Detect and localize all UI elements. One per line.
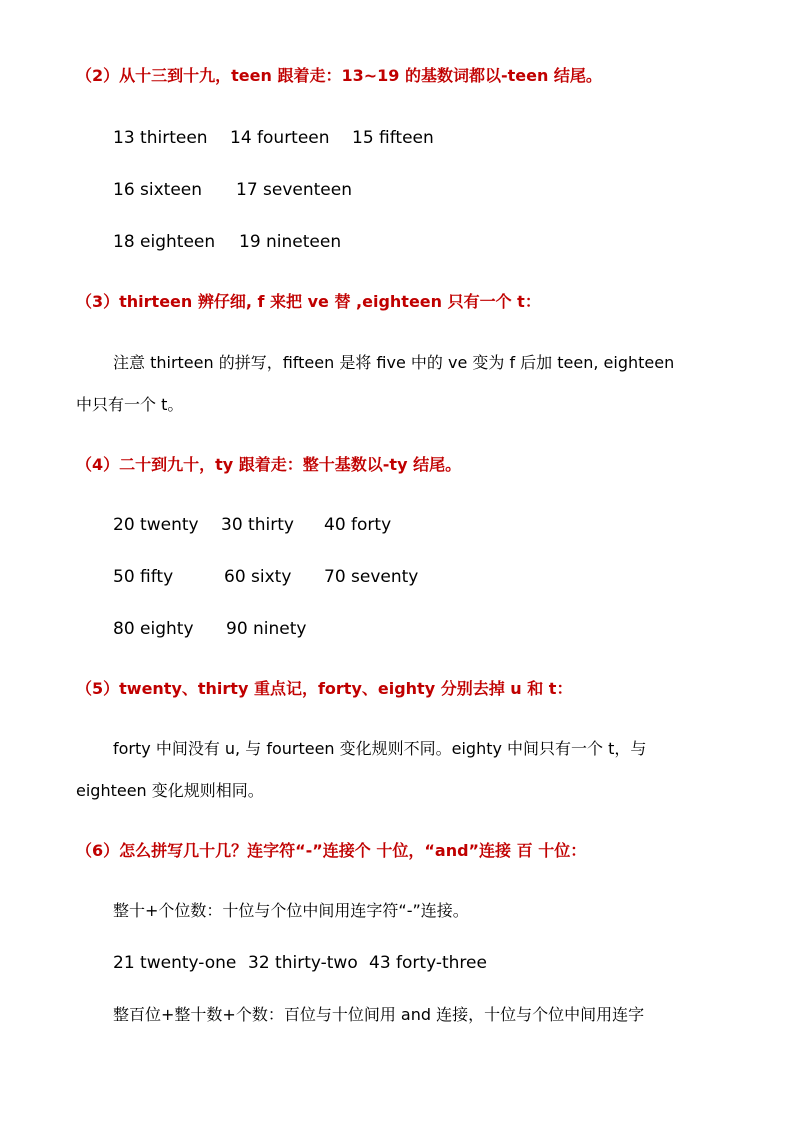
number-word: 43 forty-three [369, 953, 487, 973]
number-word: 80 eighty [113, 619, 194, 639]
rule-text: 整十+个位数：十位与个位中间用连字符“-”连接。 [113, 901, 469, 920]
number-word: 30 thirty [221, 515, 294, 535]
number-word: 50 fifty [113, 567, 174, 587]
number-word: 21 twenty-one [113, 953, 237, 973]
number-word: 70 seventy [324, 567, 419, 587]
paragraph-line: forty 中间没有 u, 与 fourteen 变化规则不同。eighty 中间只有一个 t，与 [113, 739, 647, 758]
section-5-heading: （5）twenty、thirty 重点记，forty、eighty 分别去掉 u 和 t： [76, 679, 573, 698]
paragraph-line: 中只有一个 t。 [76, 395, 184, 414]
number-word: 15 fifteen [352, 128, 434, 148]
number-word: 32 thirty-two [248, 953, 358, 973]
number-word: 13 thirteen [113, 128, 208, 148]
number-word: 17 seventeen [236, 180, 353, 200]
number-word: 60 sixty [224, 567, 292, 587]
section-4-heading: （4）二十到九十，ty 跟着走：整十基数以-ty 结尾。 [76, 455, 462, 474]
number-word: 18 eighteen [113, 232, 216, 252]
rule-text: 整百位+整十数+个数：百位与十位间用 and 连接，十位与个位中间用连字 [113, 1005, 645, 1024]
section-3-heading: （3）thirteen 辨仔细, f 来把 ve 替 ,eighteen 只有一个 t： [76, 292, 541, 311]
number-word: 16 sixteen [113, 180, 203, 200]
number-word: 20 twenty [113, 515, 199, 535]
section-6-heading: （6）怎么拼写几十几？连字符“-”连接个 十位，“and”连接 百 十位： [76, 841, 587, 860]
number-word: 14 fourteen [230, 128, 330, 148]
number-word: 19 nineteen [239, 232, 342, 252]
paragraph-line: eighteen 变化规则相同。 [76, 781, 264, 800]
section-2-heading: （2）从十三到十九，teen 跟着走：13~19 的基数词都以-teen 结尾。 [76, 66, 602, 85]
number-word: 90 ninety [226, 619, 307, 639]
number-word: 40 forty [324, 515, 392, 535]
paragraph-line: 注意 thirteen 的拼写，fifteen 是将 five 中的 ve 变为 f 后加 teen, eighteen [113, 353, 675, 372]
